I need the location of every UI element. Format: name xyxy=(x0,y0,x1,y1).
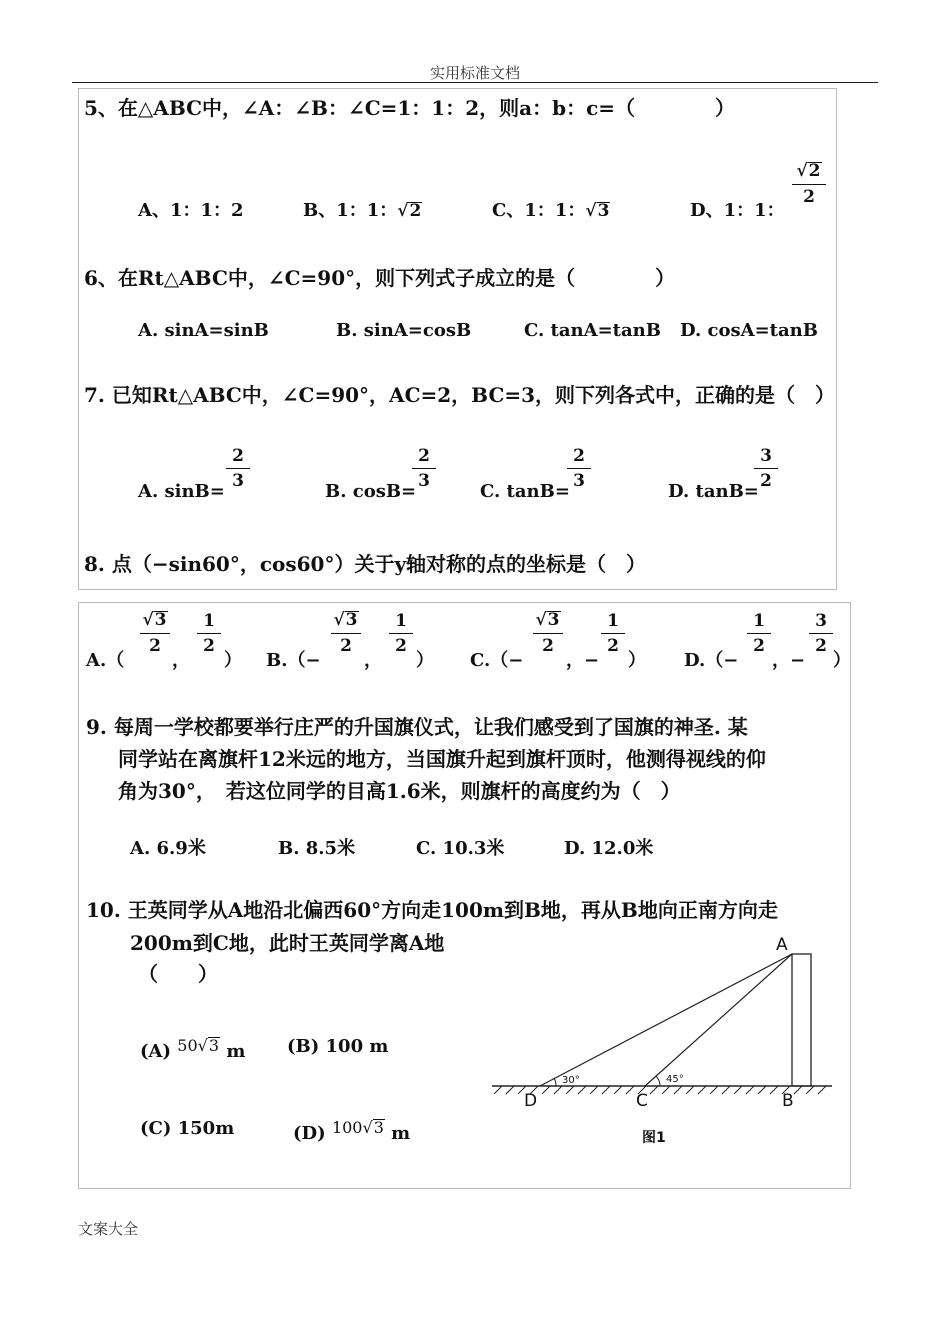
q6-option-c: C. tanA=tanB xyxy=(524,320,661,341)
q8-d-close: ） xyxy=(833,650,851,671)
q10-d-coefficient: 100 xyxy=(331,1118,363,1137)
q9-option-d: D. 12.0米 xyxy=(564,838,654,859)
page-header: 实用标准文档 xyxy=(429,64,520,82)
q9-option-c: C. 10.3米 xyxy=(416,838,505,859)
q6-option-d: D. cosA=tanB xyxy=(680,320,818,341)
q8-option-c-label: C.（− xyxy=(470,650,524,671)
q10-option-a: (A) 50√3 m xyxy=(140,1036,246,1062)
q10-option-c: (C) 150m xyxy=(140,1118,235,1139)
q10-a-coefficient: 50 xyxy=(177,1036,198,1055)
figure-label-c: C xyxy=(636,1091,648,1111)
q7-stem: 7. 已知Rt△ABC中，∠C=90°，AC=2，BC=3，则下列各式中，正确的是（ ） xyxy=(84,383,836,407)
q8-a-fraction-2: 1 2 xyxy=(197,613,221,655)
q5-b-radicand: 2 xyxy=(409,201,422,221)
q10-stem-line-2: 200m到C地，此时王英同学离A地 xyxy=(130,931,445,955)
flagpole xyxy=(792,954,811,1086)
q7-option-b: B. cosB= xyxy=(325,481,417,502)
figure-label-d: D xyxy=(524,1091,538,1111)
q10-d-radicand: 3 xyxy=(373,1118,384,1137)
q5-c-radicand: 3 xyxy=(597,201,610,221)
figure-angle-30: 30° xyxy=(562,1075,580,1086)
q7-option-c: C. tanB= xyxy=(480,481,570,502)
q6-option-a: A. sinA=sinB xyxy=(138,320,269,341)
q6-option-b: B. sinA=cosB xyxy=(336,320,472,341)
q8-option-b-label: B.（− xyxy=(266,650,321,671)
q8-option-d-label: D.（− xyxy=(684,650,739,671)
q8-c-fraction-2: 1 2 xyxy=(601,613,625,655)
q7-a-fraction: 2 3 xyxy=(226,448,250,490)
q9-option-b: B. 8.5米 xyxy=(278,838,356,859)
q8-b-close: ） xyxy=(416,650,434,671)
q8-b-fraction-1: √3 2 xyxy=(331,611,361,655)
q7-option-d: D. tanB= xyxy=(668,481,759,502)
q5-option-c: C、1：1：√3 xyxy=(492,200,610,221)
q8-c-close: ） xyxy=(628,650,646,671)
q5-option-b: B、1：1：√2 xyxy=(303,200,422,221)
q9-stem-line-2: 同学站在离旗杆12米远的地方，当国旗升起到旗杆顶时，他测得视线的仰 xyxy=(118,747,766,771)
q8-d-fraction-2: 3 2 xyxy=(809,613,833,655)
q5-stem: 5、在△ABC中，∠A：∠B：∠C=1：1：2，则a：b：c=（ ） xyxy=(84,96,736,120)
q10-answer-paren: （ ） xyxy=(138,962,218,986)
q5-option-a: A、1：1：2 xyxy=(138,200,244,221)
q8-option-a-label: A.（ xyxy=(86,650,125,671)
q7-b-fraction: 2 3 xyxy=(412,448,436,490)
q8-c-fraction-1: √3 2 xyxy=(533,611,563,655)
q5-option-d: D、1：1： xyxy=(690,200,785,221)
figure-caption: 图1 xyxy=(642,1130,666,1145)
q9-stem-line-3: 角为30°， 若这位同学的目高1.6米，则旗杆的高度约为（ ） xyxy=(118,779,681,803)
q8-a-close: ） xyxy=(224,650,242,671)
angle-arc-c xyxy=(656,1076,660,1086)
figure-label-b: B xyxy=(782,1091,794,1111)
q7-d-fraction: 3 2 xyxy=(754,448,778,490)
q8-a-fraction-1: √3 2 xyxy=(140,611,170,655)
figure-label-a: A xyxy=(776,935,788,955)
angle-arc-d xyxy=(554,1078,556,1086)
flagpole-figure xyxy=(480,930,840,1145)
q7-option-a: A. sinB= xyxy=(138,481,225,502)
q10-a-radicand: 3 xyxy=(208,1036,220,1055)
q9-stem-line-1: 9. 每周一学校都要举行庄严的升国旗仪式，让我们感受到了国旗的神圣. 某 xyxy=(86,715,748,739)
q8-d-fraction-1: 1 2 xyxy=(747,613,771,655)
sight-line-d xyxy=(540,954,792,1086)
page-footer: 文案大全 xyxy=(78,1220,139,1238)
q5-d-fraction: √2 2 xyxy=(792,162,826,206)
q8-c-separator: ，− xyxy=(566,650,600,671)
q8-b-separator: ， xyxy=(364,650,382,671)
q7-c-fraction: 2 3 xyxy=(567,448,591,490)
q10-option-d: (D) 100√3 m xyxy=(293,1118,411,1144)
ground-hatching xyxy=(494,1086,826,1094)
q10-option-b: (B) 100 m xyxy=(287,1036,389,1057)
header-rule xyxy=(72,82,878,83)
q8-d-separator: ，− xyxy=(772,650,806,671)
figure-angle-45: 45° xyxy=(666,1074,684,1085)
q9-option-a: A. 6.9米 xyxy=(130,838,206,859)
q6-stem: 6、在Rt△ABC中，∠C=90°，则下列式子成立的是（ ） xyxy=(84,266,676,290)
q8-b-fraction-2: 1 2 xyxy=(389,613,413,655)
q8-stem: 8. 点（−sin60°，cos60°）关于y轴对称的点的坐标是（ ） xyxy=(84,552,647,576)
q10-stem-line-1: 10. 王英同学从A地沿北偏西60°方向走100m到B地，再从B地向正南方向走 xyxy=(86,898,778,922)
q8-a-separator: ， xyxy=(172,650,190,671)
